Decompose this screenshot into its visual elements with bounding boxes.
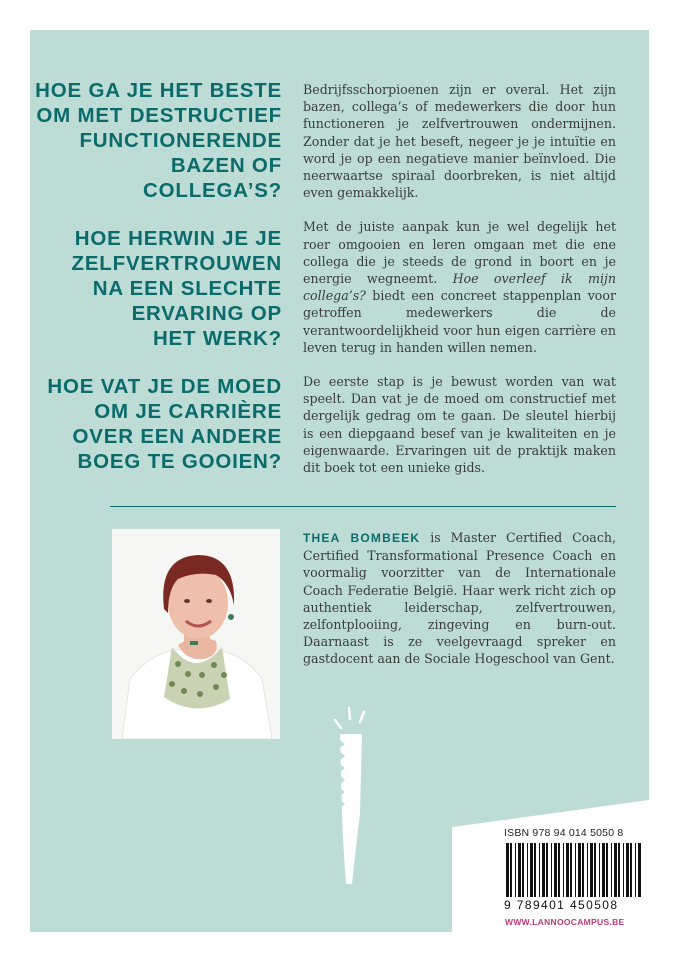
barcode-bar [551,843,552,897]
barcode [504,843,644,899]
barcode-bar [578,843,581,897]
barcode-bar [563,843,564,897]
website-url: WWW.LANNOOCAMPUS.BE [505,917,625,927]
isbn-label: ISBN 978 94 014 5050 8 [504,827,624,839]
barcode-bar [575,843,576,897]
barcode-bar [539,843,540,897]
book-title: Hoe overleef ik mijn collega’s? [303,271,617,304]
barcode-bar [611,843,612,897]
back-cover [30,30,649,932]
barcode-bar [623,843,624,897]
blurb-paragraph-3: De eerste stap is je bewust worden van wat speelt. Dan vat je de moed om constructief met dergelijk gedrag om te gaan. De sleutel hierbij is een diepgaand besef van je kwaliteiten en je eigenwaarde. Ervaringen uit de praktijk maken dit boek tot een unieke gids. [303,374,616,476]
barcode-bar [599,843,600,897]
barcode-bar [614,843,617,897]
barcode-bar [542,843,545,897]
barcode-bar [554,843,557,897]
barcode-bar [570,843,572,897]
barcode-bar [515,843,516,897]
barcode-bar [534,843,536,897]
barcode-bar [630,843,632,897]
barcode-bar [546,843,548,897]
question-3: HOE VAT JE DE MOED OM JE CARRIÈRE OVER EEN ANDERE BOEG TE GOOIEN? [47,375,282,473]
barcode-digits: 9 789401 450508 [504,898,619,912]
barcode-bar [530,843,533,897]
barcode-bar [510,843,512,897]
barcode-bar [506,843,509,897]
barcode-bar [602,843,605,897]
barcode-bar [566,843,569,897]
barcode-bar [582,843,584,897]
barcode-bar [638,843,641,897]
barcode-bar [522,843,524,897]
barcode-bar [558,843,560,897]
blurb-paragraph-2: Met de juiste aanpak kun je wel degelijk het roer omgooien en leren omgaan met die ene collega die je steeds de grond in boort en je energie wegneemt. Hoe overleef ik mijn collega’s? biedt een concreet stappenplan voor getroffen medewerkers die de verantwoordelijkheid voor hun eigen carrière en leven terug in handen willen nemen. [303,219,617,355]
barcode-bar [590,843,593,897]
barcode-bar [594,843,596,897]
author-bio: THEA BOMBEEK is Master Certified Coach, Certified Transformational Presence Coach en voormalig voorzitter van de Internationale Coach Federatie België. Haar werk richt zich op authentiek leiderschap, zelfvertrouwen, zelfontplooiing, zingeving en burn-out. Daarnaast is ze veelgevraagd spreker en gastdocent aan de Sociale Hogeschool van Gent. [303,530,616,667]
barcode-bar [527,843,528,897]
question-2: HOE HERWIN JE JE ZELFVERTROUWEN NA EEN SLECHTE ERVARING OP HET WERK? [71,227,282,350]
saw-icon [326,706,386,884]
barcode-bar [618,843,620,897]
barcode-bar [635,843,636,897]
question-1: HOE GA JE HET BESTE OM MET DESTRUCTIEF FUNCTIONERENDE BAZEN OF COLLEGA’S? [35,79,282,202]
blurb-paragraph-1: Bedrijfsschorpioenen zijn er overal. Het zijn bazen, collega’s of medewerkers die door hun functioneren je zelfvertrouwen ondermijnen. Zonder dat je het beseft, negeer je je intuïtie en word je op een negatieve manier beïnvloed. Die neerwaartse spiraal doorbreken, is niet altijd even gemakkelijk. [303,82,616,201]
barcode-bar [626,843,629,897]
barcode-bar [587,843,588,897]
author-name: THEA BOMBEEK [303,531,421,545]
barcode-bar [518,843,521,897]
barcode-bar [606,843,608,897]
